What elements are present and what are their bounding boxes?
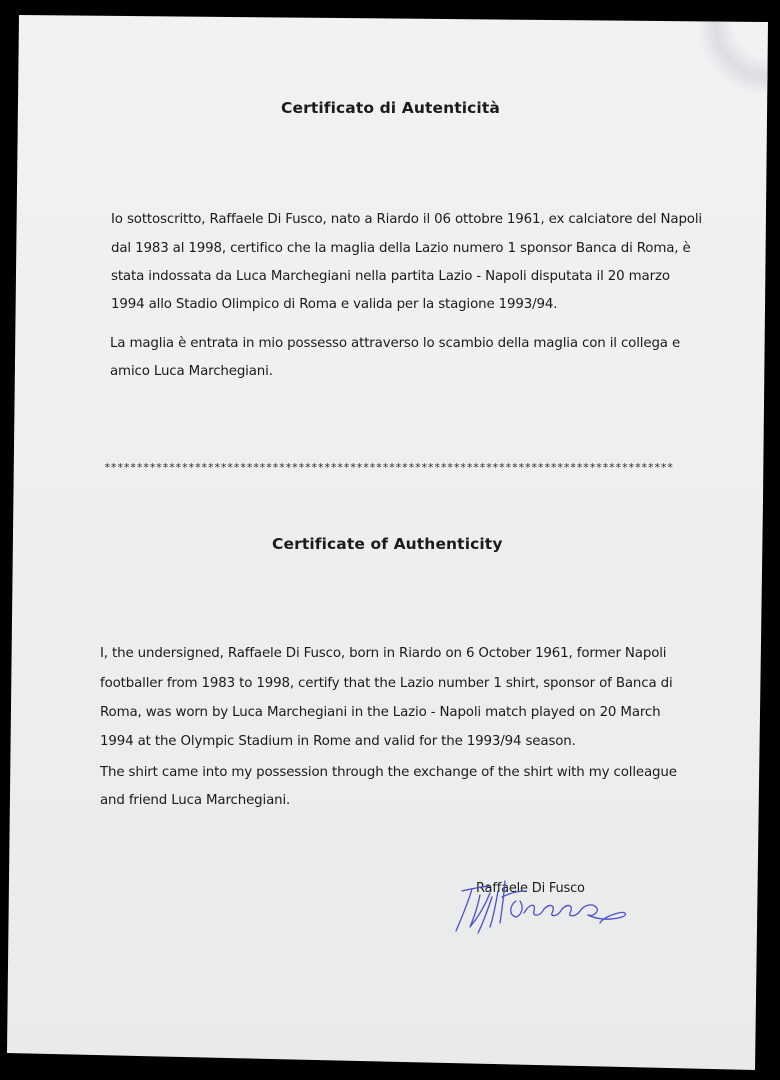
english-paragraph2-line: The shirt came into my possession through the exchange of the shirt with my colleague — [100, 765, 677, 780]
signature-stroke — [462, 886, 490, 891]
signature-stroke — [588, 912, 625, 923]
english-paragraph1-line: 1994 at the Olympic Stadium in Rome and valid for the 1993/94 season. — [100, 734, 576, 749]
signature-stroke — [580, 905, 597, 915]
english-paragraph1-line: I, the undersigned, Raffaele Di Fusco, born in Riardo on 6 October 1961, former Napoli — [100, 646, 667, 661]
italian-paragraph1-line: Io sottoscritto, Raffaele Di Fusco, nato a Riardo il 06 ottobre 1961, ex calciatore del Napoli — [111, 212, 702, 227]
italian-title: Certificato di Autenticità — [281, 99, 500, 117]
signatory-name: Raffaele Di Fusco — [476, 881, 585, 896]
signature-stroke — [502, 891, 526, 897]
english-paragraph1-line: Roma, was worn by Luca Marchegiani in the Lazio - Napoli match played on 20 March — [100, 705, 661, 720]
asterisk-separator: **************************************************************************************** — [104, 461, 674, 474]
signature-stroke — [511, 901, 522, 917]
signature-stroke — [456, 889, 472, 931]
signature-stroke — [490, 891, 498, 927]
signature-stroke — [524, 905, 544, 915]
italian-paragraph2-line: amico Luca Marchegiani. — [110, 364, 273, 379]
english-paragraph2-line: and friend Luca Marchegiani. — [100, 793, 291, 808]
italian-paragraph1-line: 1994 allo Stadio Olimpico di Roma e valida per la stagione 1993/94. — [111, 297, 558, 312]
italian-paragraph1-line: dal 1983 al 1998, certifico che la maglia della Lazio numero 1 sponsor Banca di Roma, è — [111, 241, 691, 256]
english-paragraph1-line: footballer from 1983 to 1998, certify that the Lazio number 1 shirt, sponsor of Banca di — [100, 676, 673, 691]
italian-paragraph1-line: stata indossata da Luca Marchegiani nella partita Lazio - Napoli disputata il 20 marzo — [111, 269, 670, 284]
signature-stroke — [544, 906, 562, 916]
italian-paragraph2-line: La maglia è entrata in mio possesso attraverso lo scambio della maglia con il collega e — [110, 336, 681, 351]
english-title: Certificate of Authenticity — [272, 535, 503, 553]
signature-stroke — [500, 881, 505, 923]
handwritten-signature — [450, 875, 635, 945]
signature-stroke — [562, 906, 580, 916]
